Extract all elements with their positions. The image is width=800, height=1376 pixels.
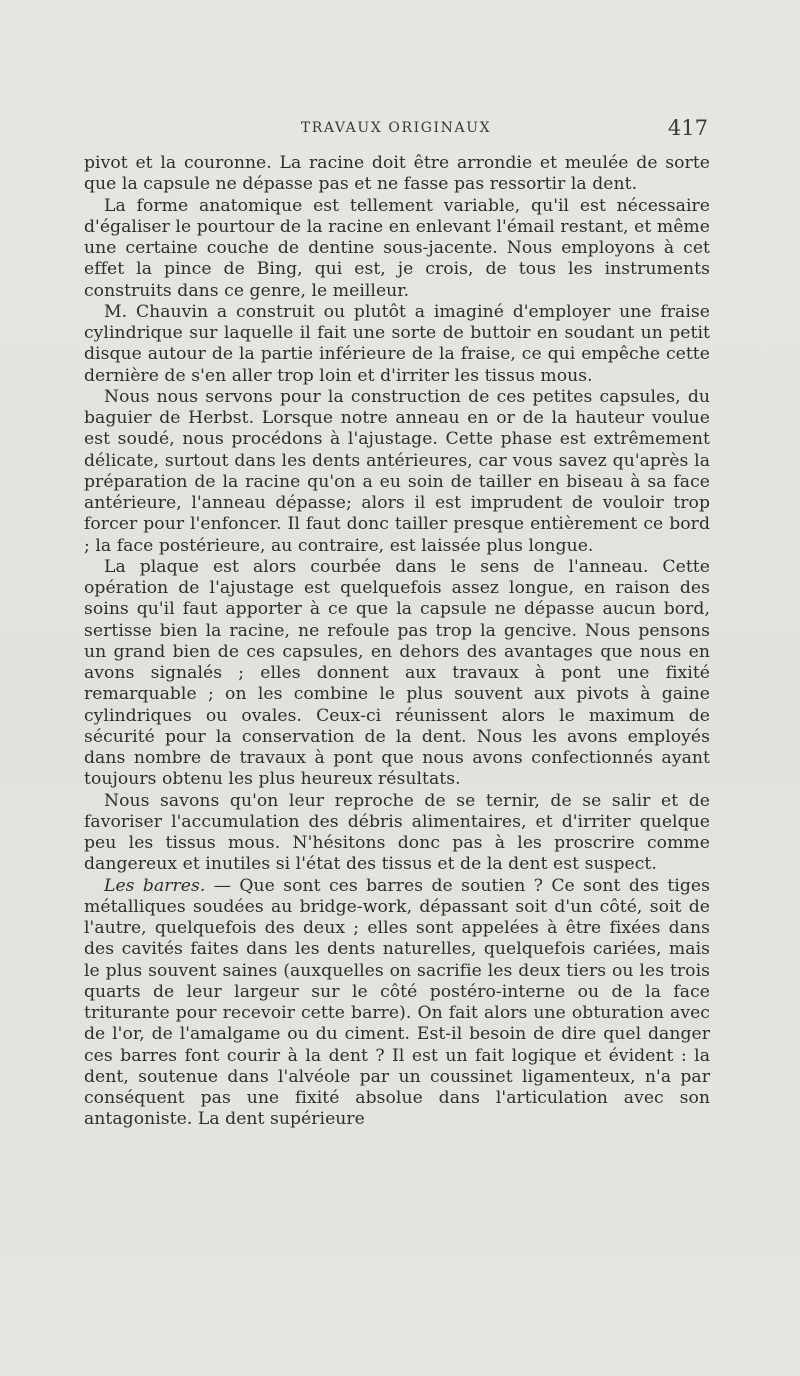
body-text bbox=[84, 153, 710, 1131]
page-number: 417 bbox=[667, 116, 708, 140]
paragraph bbox=[84, 387, 710, 557]
paragraph-text: Nous savons qu'on leur reproche de se ternir, de se salir et de favoriser l'accumulation des débris alimentaires, et d'irriter quelque peu les tissus mous. N'hésitons donc pas à les proscrire comme dangereux et inutiles si l'état des tissus et de la dent est suspect. bbox=[84, 790, 710, 875]
paragraph-text: Nous nous servons pour la construction de ces petites capsules, du baguier de Herbst. Lorsque notre anneau en or de la hauteur voulue est soudé, nous procédons à l'ajustage. Cette phase est extrêmement délicate, surtout dans les dents antérieures, car vous savez qu'après la préparation de la racine qu'on a eu soin de tailler en biseau à sa face antérieure, l'anneau dépasse; alors il est imprudent de vouloir trop forcer pour l'enfoncer. Il faut donc tailler presque entièrement ce bord ; la face postérieure, au contraire, est laissée plus longue. bbox=[84, 386, 710, 556]
running-header bbox=[84, 118, 708, 142]
paragraph-text: M. Chauvin a construit ou plutôt a imaginé d'employer une fraise cylindrique sur laquelle il fait une sorte de buttoir en soudant un petit disque autour de la partie inférieure de la fraise, ce qui empêche cette dernière de s'en aller trop loin et d'irriter les tissus mous. bbox=[84, 301, 710, 386]
running-title: TRAVAUX ORIGINAUX bbox=[300, 120, 492, 136]
paragraph bbox=[84, 302, 710, 387]
paragraph-text: — Que sont ces barres de soutien ? Ce sont des tiges métalliques soudées au bridge-work, dépassant soit d'un côté, soit de l'autre, quelquefois des deux ; elles sont appelées à être fixées dans des cavités faites dans les dents naturelles, quelquefois cariées, mais le plus souvent saines (auxquelles on sacrifie les deux tiers ou les trois quarts de leur largeur sur le côté postéro-interne ou de la face triturante pour recevoir cette barre). On fait alors une obturation avec de l'or, de l'amalgame ou du ciment. Est-il besoin de dire quel danger ces barres font courir à la dent ? Il est un fait logique et évident : la dent, soutenue dans l'alvéole par un coussinet ligamenteux, n'a par conséquent pas une fixité absolue dans l'articulation avec son antagoniste. La dent supérieure bbox=[84, 875, 711, 1130]
paragraph bbox=[84, 791, 710, 876]
paragraph-text: La plaque est alors courbée dans le sens de l'anneau. Cette opération de l'ajustage est quelquefois assez longue, en raison des soins qu'il faut apporter à ce que la capsule ne dépasse aucun bord, sertisse bien la racine, ne refoule pas trop la gencive. Nous pensons un grand bien de ces capsules, en dehors des avantages que nous en avons signalés ; elles donnent aux travaux à pont une fixité remarquable ; on les combine le plus souvent aux pivots à gaine cylindriques ou ovales. Ceux-ci réunissent alors le maximum de sécurité pour la conservation de la dent. Nous les avons employés dans nombre de travaux à pont que nous avons confectionnés ayant toujours obtenu les plus heureux résultats. bbox=[84, 556, 710, 790]
paragraph-text: pivot et la couronne. La racine doit être arrondie et meulée de sorte que la capsule ne dépasse pas et ne fasse pas ressortir la dent. bbox=[84, 153, 710, 195]
section-label: Les barres. bbox=[104, 875, 206, 896]
paragraph bbox=[84, 153, 710, 196]
paragraph bbox=[84, 557, 710, 791]
paragraph bbox=[84, 876, 710, 1131]
paragraph bbox=[84, 196, 710, 302]
paragraph-text: La forme anatomique est tellement variable, qu'il est nécessaire d'égaliser le pourtour de la racine en enlevant l'émail restant, et même une certaine couche de dentine sous-jacente. Nous employons à cet effet la pince de Bing, qui est, je crois, de tous les instruments construits dans ce genre, le meilleur. bbox=[84, 195, 710, 301]
